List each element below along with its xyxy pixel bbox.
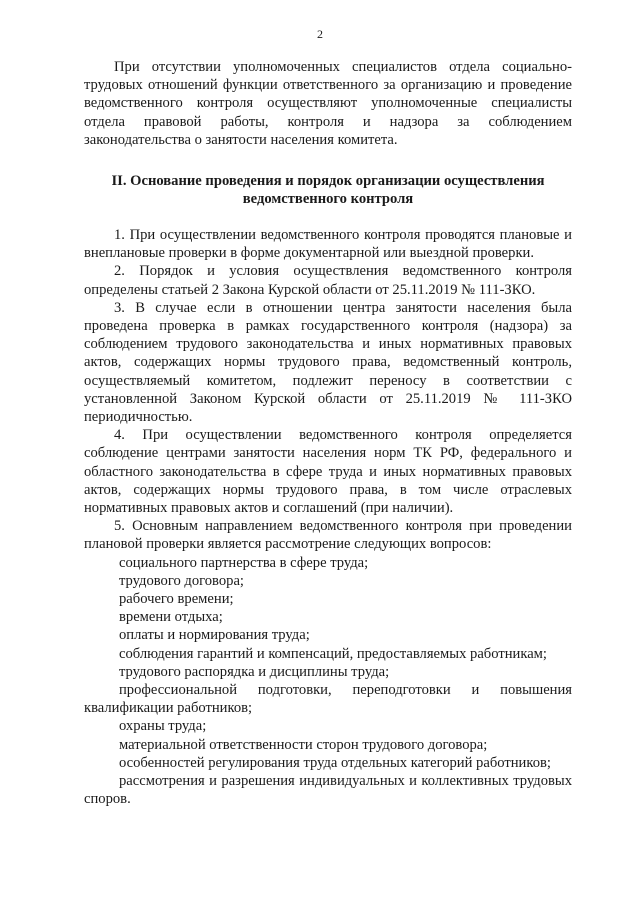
list-item: рассмотрения и разрешения индивидуальных и коллективных трудовых споров.	[84, 773, 572, 808]
paragraph-4: 4. При осуществлении ведомственного контроля определяется соблюдение центрами занятости населения норм ТК РФ, федерального и областного законодательства в сфере труда и иных нормативных правовых актов, содержащих нормы трудового права, в том числе отраслевых нормативных правовых актов и соглашений (при наличии).	[84, 427, 572, 517]
list-item: трудового договора;	[119, 572, 244, 589]
list-item: охраны труда;	[119, 718, 207, 735]
paragraph-2: 2. Порядок и условия осуществления ведомственного контроля определены статьей 2 Закона Курской области от 25.11.2019 № 111-ЗКО.	[84, 263, 572, 298]
paragraph-5: 5. Основным направлением ведомственного контроля при проведении плановой проверки является рассмотрение следующих вопросов:	[84, 518, 572, 553]
intro-paragraph: При отсутствии уполномоченных специалистов отдела социально-трудовых отношений функции ответственного за организацию и проведение ведомственного контроля осуществляют уполномоченные специалисты отдела правовой работы, контроля и надзора за соблюдением законодательства о занятости населения комитета.	[84, 59, 572, 148]
list-item: материальной ответственности сторон трудового договора;	[119, 736, 488, 753]
section-heading-line2: ведомственного контроля	[242, 191, 414, 208]
paragraph-1: 1. При осуществлении ведомственного контроля проводятся плановые и внеплановые проверки в форме документарной или выездной проверки.	[84, 227, 572, 262]
list-item: трудового распорядка и дисциплины труда;	[119, 663, 390, 680]
list-item: особенностей регулирования труда отдельных категорий работников;	[119, 754, 551, 771]
list-item: социального партнерства в сфере труда;	[119, 554, 369, 571]
section-heading-line1: II. Основание проведения и порядок организации осуществления	[111, 173, 545, 189]
list-item: рабочего времени;	[119, 591, 234, 608]
list-item: времени отдыха;	[119, 609, 223, 626]
list-item: профессиональной подготовки, переподготовки и повышения квалификации работников;	[84, 682, 572, 717]
intro-block	[84, 58, 572, 149]
paragraph-3: 3. В случае если в отношении центра занятости населения была проведена проверка в рамках государственного контроля (надзора) за соблюдением трудового законодательства и иных нормативных правовых актов, содержащих нормы трудового права, ведомственный контроль, осуществляемый комитетом, подлежит переносу в соответствии с установленной Законом Курской области от 25.11.2019 № 111-ЗКО периодичностью.	[84, 299, 572, 426]
section-body	[84, 226, 572, 809]
list-item: оплаты и нормирования труда;	[119, 627, 310, 644]
page-number: 2	[317, 27, 323, 41]
section-heading	[84, 172, 572, 208]
list-item: соблюдения гарантий и компенсаций, предоставляемых работникам;	[119, 645, 547, 662]
questions-list	[84, 554, 572, 809]
